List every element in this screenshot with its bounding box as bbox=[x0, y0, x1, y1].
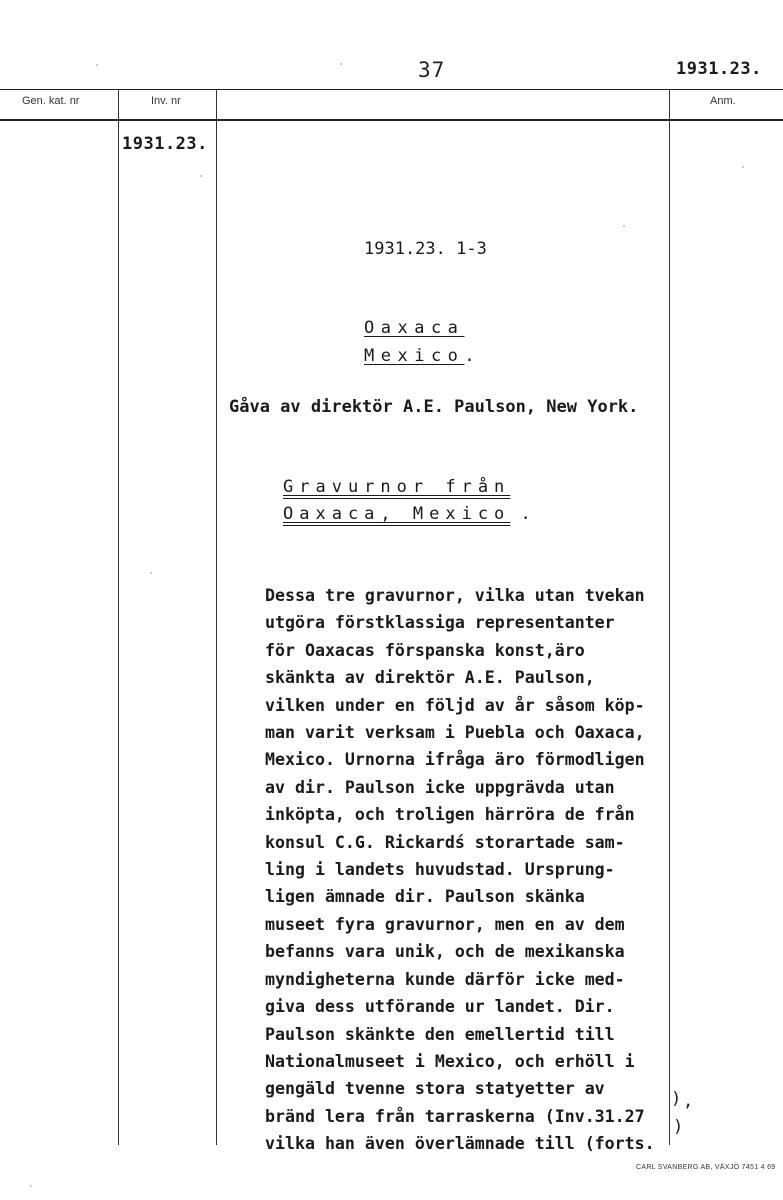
margin-paren: ) bbox=[671, 1089, 682, 1109]
body-line: inköpta, och troligen härröra de från bbox=[265, 805, 635, 825]
margin-paren: ) bbox=[673, 1117, 684, 1137]
scan-speck bbox=[340, 63, 342, 65]
body-line: ligen ämnade dir. Paulson skänka bbox=[265, 887, 585, 907]
scan-speck bbox=[623, 225, 625, 227]
body-line: man varit verksam i Puebla och Oaxaca, bbox=[265, 723, 645, 743]
scan-speck bbox=[30, 1185, 32, 1187]
body-line: utgöra förstklassiga representanter bbox=[265, 613, 615, 633]
place-line-1: Oaxaca bbox=[364, 318, 465, 338]
body-line: av dir. Paulson icke uppgrävda utan bbox=[265, 777, 615, 797]
column-header-anm: Anm. bbox=[710, 95, 736, 107]
donation-line: Gåva av direktör A.E. Paulson, New York. bbox=[229, 397, 639, 417]
scan-speck bbox=[96, 64, 98, 66]
page-number: 37 bbox=[418, 58, 446, 82]
printer-mark: CARL SVANBERG AB, VÄXJÖ 7451 4 69 bbox=[636, 1164, 776, 1171]
body-line: giva dess utförande ur landet. Dir. bbox=[265, 997, 615, 1017]
body-line: för Oaxacas förspanska konst,äro bbox=[265, 640, 585, 660]
body-line: ling i landets huvudstad. Ursprung- bbox=[265, 860, 615, 880]
scan-speck bbox=[742, 166, 744, 168]
body-line: konsul C.G. Rickardś storartade sam- bbox=[265, 832, 625, 852]
heading-line-2: Oaxaca, Mexico bbox=[283, 504, 511, 524]
scan-speck bbox=[150, 572, 152, 574]
body-line: myndigheterna kunde därför icke med- bbox=[265, 969, 625, 989]
column-divider-main-anm bbox=[669, 89, 670, 1145]
column-header-gen-kat: Gen. kat. nr bbox=[22, 95, 80, 107]
column-divider-inv-main bbox=[216, 89, 217, 1145]
body-line: Paulson skänkte den emellertid till bbox=[265, 1024, 615, 1044]
body-line: vilka han även överlämnade till (forts. bbox=[265, 1134, 655, 1154]
body-line: Dessa tre gravurnor, vilka utan tvekan bbox=[265, 586, 645, 605]
scan-speck bbox=[200, 175, 202, 177]
description-paragraph bbox=[265, 582, 655, 1158]
body-line: bränd lera från tarraskerna (Inv.31.27 bbox=[265, 1106, 645, 1126]
entry-number: 1931.23. 1-3 bbox=[364, 239, 487, 259]
heading-line-2-wrap: Oaxaca, Mexico . bbox=[283, 504, 531, 524]
column-divider-gen-inv bbox=[118, 89, 119, 1145]
body-line: vilken under en följd av år såsom köp- bbox=[265, 695, 645, 715]
place-line-2-wrap: Mexico. bbox=[364, 346, 475, 366]
place-line-2: Mexico bbox=[364, 346, 465, 366]
body-line: befanns vara unik, och de mexikanska bbox=[265, 942, 625, 962]
body-line: Nationalmuseet i Mexico, och erhöll i bbox=[265, 1051, 635, 1071]
margin-comma: , bbox=[683, 1091, 694, 1111]
body-line: Mexico. Urnorna ifråga äro förmodligen bbox=[265, 750, 645, 770]
heading-line-1: Gravurnor från bbox=[283, 477, 511, 497]
body-line: museet fyra gravurnor, men en av dem bbox=[265, 914, 625, 934]
body-line: skänkta av direktör A.E. Paulson, bbox=[265, 668, 595, 688]
column-header-inv: Inv. nr bbox=[151, 95, 181, 107]
inv-number: 1931.23. bbox=[122, 134, 208, 154]
body-line: gengäld tvenne stora statyetter av bbox=[265, 1079, 605, 1099]
header-catalog-number: 1931.23. bbox=[676, 59, 762, 79]
